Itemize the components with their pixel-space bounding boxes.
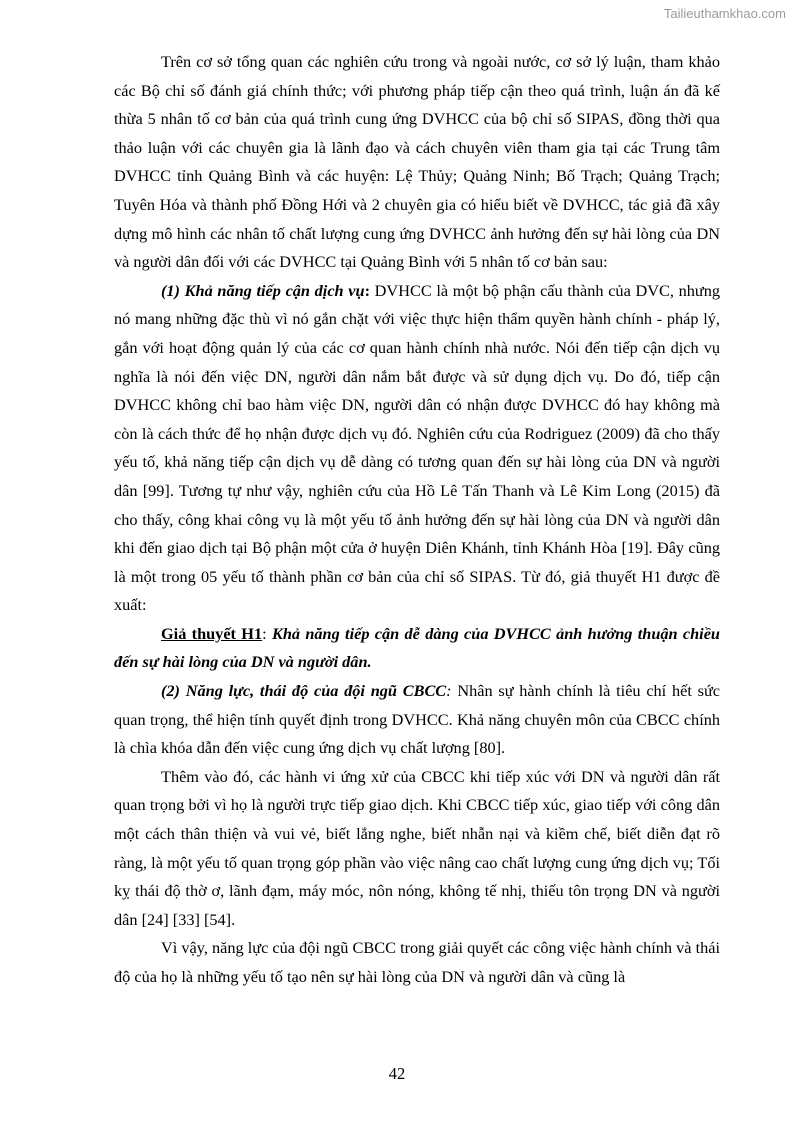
staff-body: Nhân sự hành chính là tiêu chí hết sức quan trọng, thể hiện tính quyết định trong DVHCC. Khả năng chuyên môn của CBCC chính là chìa khóa dẫn đến việc cung ứng dịch vụ chất lượng [80]. bbox=[114, 681, 720, 758]
access-colon: : bbox=[364, 280, 370, 300]
staff-heading: (2) Năng lực, thái độ của đội ngũ CBCC bbox=[161, 681, 447, 701]
page-number: 42 bbox=[388, 1064, 406, 1083]
watermark: Tailieuthamkhao.com bbox=[663, 6, 786, 21]
paragraph-conclusion: Vì vậy, năng lực của đội ngũ CBCC trong giải quyết các công việc hành chính và thái độ của họ là những yếu tố tạo nên sự hài lòng của DN và người dân và cũng là bbox=[114, 938, 720, 986]
paragraph-intro: Trên cơ sở tổng quan các nghiên cứu trong và ngoài nước, cơ sở lý luận, tham khảo các Bộ chỉ số đánh giá chính thức; với phương pháp tiếp cận theo quá trình, luận án đã kế thừa 5 nhân tố cơ bản của quá trình cung ứng DVHCC của bộ chỉ số SIPAS, đồng thời qua thảo luận với các chuyên gia là lãnh đạo và cách chuyên viên tham gia tại các Trung tâm DVHCC tỉnh Quảng Bình và các huyện: Lệ Thủy; Quảng Ninh; Bố Trạch; Quảng Trạch; Tuyên Hóa và thành phố Đồng Hới và 2 chuyên gia có hiểu biết về DVHCC, tác giả đã xây dựng mô hình các nhân tố chất lượng cung ứng DVHCC ảnh hưởng đến sự hài lòng của DN và người dân đối với các DVHCC tại Quảng Bình với 5 nhân tố cơ bản sau: bbox=[114, 52, 720, 272]
hypothesis-h1-text: Khả năng tiếp cận dễ dàng của DVHCC ảnh hưởng thuận chiều đến sự hài lòng của DN và người dân. bbox=[114, 623, 720, 672]
hypothesis-h1-label: Giả thuyết H1 bbox=[161, 623, 263, 643]
access-body: DVHCC là một bộ phận cấu thành của DVC, nhưng nó mang những đặc thù vì nó gắn chặt với việc thực hiện thẩm quyền hành chính - pháp lý, gắn với hoạt động quản lý của các cơ quan hành chính nhà nước. Nói đến tiếp cận dịch vụ nghĩa là nói đến việc DN, người dân nắm bắt được và sử dụng dịch vụ. Do đó, tiếp cận DVHCC không chỉ bao hàm việc DN, người dân có nhận được DVHCC đó hay không mà còn là cách thức để họ nhận được dịch vụ đó. Nghiên cứu của Rodriguez (2009) đã cho thấy yếu tố, khả năng tiếp cận dịch vụ dễ dàng có tương quan đến sự hài lòng của DN và người dân [99]. Tương tự như vậy, nghiên cứu của Hồ Lê Tấn Thanh và Lê Kim Long (2015) đã cho thấy, công khai công vụ là một yếu tố ảnh hưởng đến sự hài lòng của DN và người dân khi đến giao dịch tại Bộ phận một cửa ở huyện Diên Khánh, tỉnh Khánh Hòa [19]. Đây cũng là một trong 05 yếu tố thành phần cơ bản của chỉ số SIPAS. Từ đó, giả thuyết H1 được đề xuất: bbox=[114, 280, 720, 615]
hypothesis-h1-colon: : bbox=[262, 623, 272, 643]
paragraph-access bbox=[114, 277, 720, 620]
staff-colon: : bbox=[446, 681, 452, 701]
document-body bbox=[114, 48, 720, 992]
paragraph-behavior: Thêm vào đó, các hành vi ứng xử của CBCC khi tiếp xúc với DN và người dân rất quan trọng bởi vì họ là người trực tiếp giao dịch. Khi CBCC tiếp xúc, giao tiếp với công dân một cách thân thiện và vui vẻ, biết lắng nghe, biết nhẫn nại và kiềm chế, biết diễn đạt rõ ràng, là một yếu tố quan trọng góp phần vào việc nâng cao chất lượng cung ứng dịch vụ; Tối kỵ thái độ thờ ơ, lãnh đạm, máy móc, nôn nóng, không tế nhị, thiếu tôn trọng DN và người dân [24] [33] [54]. bbox=[114, 766, 720, 929]
access-heading: (1) Khả năng tiếp cận dịch vụ bbox=[161, 280, 365, 300]
paragraph-staff bbox=[114, 677, 720, 763]
hypothesis-h1 bbox=[114, 620, 720, 677]
